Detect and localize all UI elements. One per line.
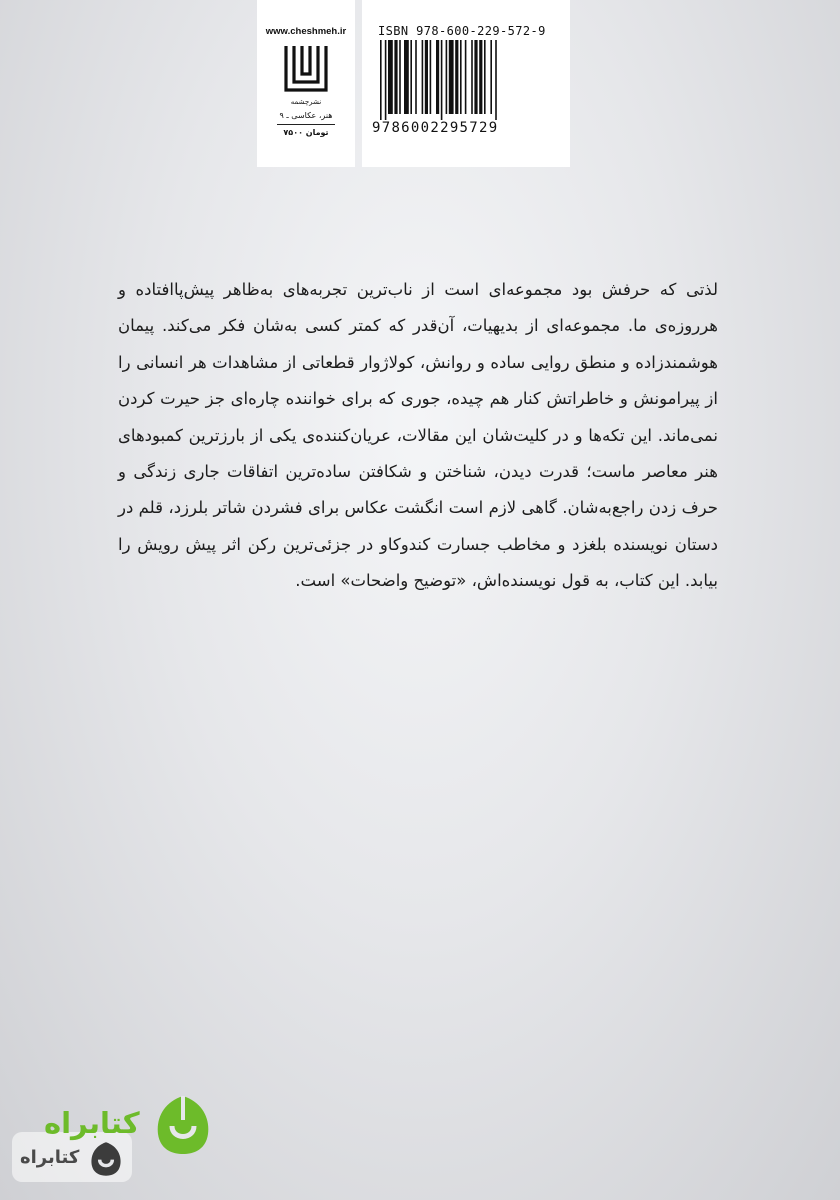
price-label: ۷۵۰۰ تومان bbox=[283, 128, 329, 137]
isbn-barcode-box bbox=[362, 0, 570, 167]
watermark-text: کتابراه bbox=[44, 1106, 140, 1140]
back-cover-blurb: لذتی که حرفش بود مجموعه‌ای است از ناب‌ترین تجربه‌های به‌ظاهر پیش‌پاافتاده و هرروزه‌ی ما. مجموعه‌ای از بدیهیات، آن‌قدر که کمتر کسی به‌شان فکر می‌کند. پیمان هوشمندزاده و منطق روایی ساده و روانش، کولاژوار قطعاتی از مشاهدات هر انسانی را از پیرامونش و خاطراتش کنار هم چیده، جوری که برای خواننده چاره‌ای جز حیرت کردن نمی‌ماند. این تکه‌ها و در کلیت‌شان این مقالات، عریان‌کننده‌ی یکی از بارزترین کمبودهای هنر معاصر ماست؛ قدرت دیدن، شناختن و شکافتن ساده‌ترین اتفاقات جاری زندگی و حرف زدن راجع‌به‌شان. گاهی لازم است انگشت عکاس برای فشردن شاتر بلرزد، قلم در دستان نویسنده بلغزد و مخاطب جسارت کندوکاو در جزئی‌ترین رکن اثر پیش رویش را بیابد. این کتاب، به قول نویسنده‌اش، «توضیح واضحات» است. bbox=[118, 280, 718, 591]
publisher-name: نشرچشمه bbox=[290, 98, 322, 106]
publisher-logo-icon bbox=[283, 42, 329, 94]
ketabrah-watermark bbox=[20, 1092, 215, 1192]
barcode-icon bbox=[378, 40, 558, 120]
ketabrah-leaf-small-icon bbox=[88, 1140, 124, 1178]
isbn-label: ISBN 978-600-229-572-9 bbox=[378, 24, 546, 38]
isbn-digits: 9786002295729 bbox=[372, 120, 499, 136]
publisher-url: www.cheshmeh.ir bbox=[265, 26, 347, 37]
series-label: هنر، عکاسی ـ ۹ bbox=[279, 111, 333, 120]
publisher-label bbox=[257, 0, 355, 167]
ketabrah-leaf-icon bbox=[152, 1092, 214, 1158]
watermark-text-small: کتابراه bbox=[20, 1147, 80, 1168]
divider bbox=[277, 124, 335, 125]
